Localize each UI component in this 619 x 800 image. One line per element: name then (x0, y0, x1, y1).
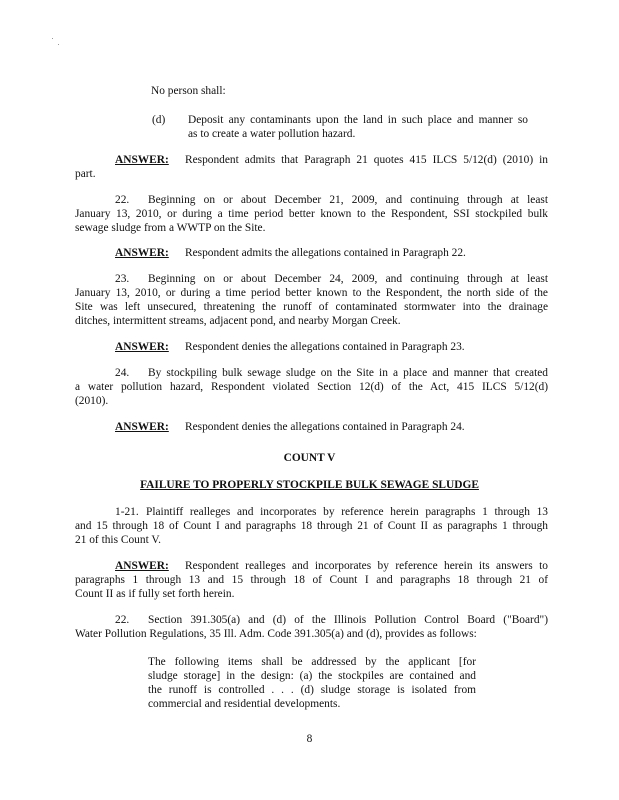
answer-text-line: paragraphs 1 through 13 and 15 through 18 of Count I and paragraphs 18 through 21 of (75, 574, 548, 586)
paragraph-line: Plaintiff realleges and incorporates by reference herein paragraphs 1 through 13 (146, 506, 548, 518)
answer-text: Respondent denies the allegations contained in Paragraph 23. (185, 341, 465, 353)
answer-text-line: Count II as if fully set forth herein. (75, 588, 235, 600)
paragraph-line: January 13, 2010, or during a time period better known to the Respondent, SSI stockpiled bulk (75, 208, 548, 220)
item-label: (d) (152, 114, 166, 126)
answer-text-line: Respondent realleges and incorporates by reference herein its answers to (185, 560, 548, 572)
paragraph-line: Beginning on or about December 24, 2009, and continuing through at least (148, 273, 548, 285)
paragraph-number: 23. (115, 273, 130, 285)
answer-text: Respondent denies the allegations contained in Paragraph 24. (185, 421, 465, 433)
paragraph-line: 21 of this Count V. (75, 534, 161, 546)
paragraph-line: Site was left unsecured, threatening the runoff of contaminated stormwater into the drainage (75, 301, 548, 313)
quote-line: the runoff is controlled . . . (d) sludge storage is isolated from (148, 684, 476, 696)
answer-label: ANSWER: (115, 560, 169, 572)
paragraph-line: and 15 through 18 of Count I and paragraphs 18 through 21 of Count II as paragraphs 1 through (75, 520, 548, 532)
paragraph-line: sewage sludge from a WWTP on the Site. (75, 222, 266, 234)
item-text-line: as to create a water pollution hazard. (188, 128, 356, 140)
paragraph-line: a water pollution hazard, Respondent violated Section 12(d) of the Act, 415 ILCS 5/12(d) (75, 381, 548, 393)
paragraph-number: 1-21. (115, 506, 139, 518)
count-heading: COUNT V (283, 452, 336, 464)
quote-line: commercial and residential developments. (148, 698, 341, 710)
answer-text-line: part. (75, 168, 96, 180)
answer-label: ANSWER: (115, 341, 169, 353)
answer-text: Respondent admits the allegations contained in Paragraph 22. (185, 247, 466, 259)
intro-text: No person shall: (151, 85, 226, 97)
item-text-line: Deposit any contaminants upon the land in such place and manner so (188, 114, 528, 126)
paragraph-line: Water Pollution Regulations, 35 Ill. Adm. Code 391.305(a) and (d), provides as follows: (75, 628, 477, 640)
paragraph-line: Beginning on or about December 21, 2009, and continuing through at least (148, 194, 548, 206)
paragraph-line: By stockpiling bulk sewage sludge on the Site in a place and manner that created (148, 367, 548, 379)
answer-text-line: Respondent admits that Paragraph 21 quotes 415 ILCS 5/12(d) (2010) in (185, 154, 548, 166)
paragraph-number: 24. (115, 367, 130, 379)
count-title: FAILURE TO PROPERLY STOCKPILE BULK SEWAGE SLUDGE (140, 479, 479, 491)
paragraph-number: 22. (115, 194, 130, 206)
paragraph-line: ditches, intermittent streams, adjacent pond, and nearby Morgan Creek. (75, 315, 401, 327)
answer-label: ANSWER: (115, 154, 169, 166)
scan-speck (58, 44, 59, 45)
page-number: 8 (306, 733, 313, 745)
answer-label: ANSWER: (115, 247, 169, 259)
answer-label: ANSWER: (115, 421, 169, 433)
paragraph-line: (2010). (75, 395, 109, 407)
paragraph-number: 22. (115, 614, 130, 626)
paragraph-line: Section 391.305(a) and (d) of the Illinois Pollution Control Board ("Board") (148, 614, 548, 626)
quote-line: The following items shall be addressed by the applicant [for (148, 656, 476, 668)
paragraph-line: January 13, 2010, or during a time period better known to the Respondent, the north side of the (75, 287, 548, 299)
quote-line: sludge storage] in the design: (a) the stockpiles are contained and (148, 670, 476, 682)
scan-speck (52, 38, 53, 39)
